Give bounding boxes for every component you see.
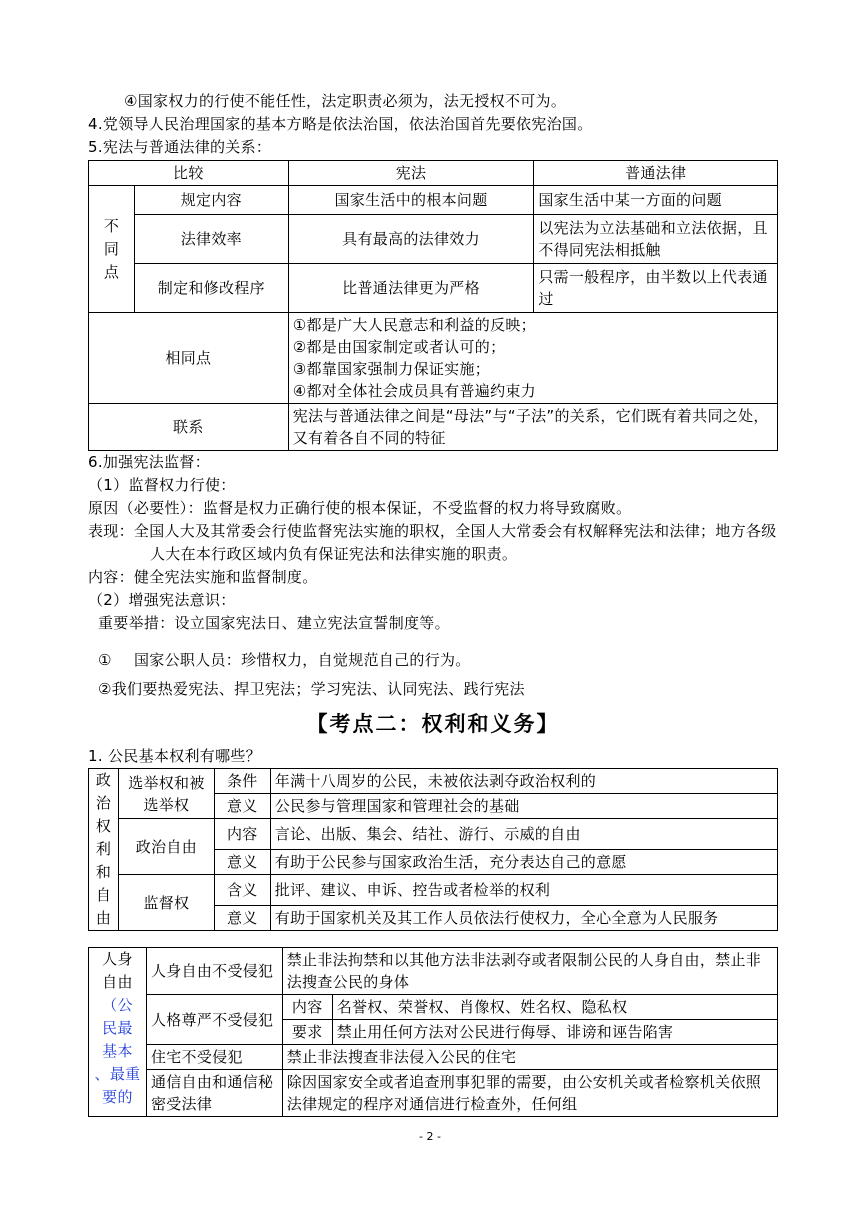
section-title: 【考点二：权利和义务】 [306,712,560,736]
political-category: 政 治 权 利 和 自 由 [89,769,119,931]
right-name: 住宅不受侵犯 [146,1045,282,1070]
right-name: 人格尊严不受侵犯 [146,995,282,1045]
right-name: 政治自由 [118,819,214,875]
value-cell: 禁止非法搜查非法侵入公民的住宅 [282,1045,777,1070]
table-row [89,995,778,1020]
key-cell: 内容 [214,819,270,850]
value-cell: 有助于公民参与国家政治生活，充分表达自己的意愿 [270,850,777,875]
diff-label: 不 同 点 [89,186,135,313]
right-name: 选举权和被选举权 [118,769,214,819]
constitution-cell: 比普通法律更为严格 [288,264,534,313]
key-cell: 意义 [214,794,270,819]
document-page [88,90,778,1117]
reason-line: 原因（必要性）：监督是权力正确行使的根本保证，不受监督的权力将导致腐败。 [88,499,632,517]
key-cell: 意义 [214,906,270,931]
value-cell: 除因国家安全或者追查刑事犯罪的需要，由公安机关或者检察机关依照法律规定的程序对通信进行检查外，任何组 [282,1070,777,1117]
key-cell: 条件 [214,769,270,794]
power-line-4: ④国家权力的行使不能任性，法定职责必须为，法无授权不可为。 [124,92,567,110]
header-compare: 比较 [89,161,289,186]
constitution-law-table [88,160,778,451]
value-cell: 批评、建议、申诉、控告或者检举的权利 [270,875,777,906]
value-cell: 名誉权、荣誉权、肖像权、姓名权、隐私权 [332,995,777,1020]
relation-heading: 5.宪法与普通法律的关系： [88,138,272,156]
key-cell: 要求 [282,1020,332,1045]
strategy-line: 4.党领导人民治理国家的基本方略是依法治国，依法治国首先要依宪治国。 [88,115,593,133]
law-cell: 国家生活中某一方面的问题 [534,186,778,215]
constitution-cell: 具有最高的法律效力 [288,215,534,264]
content-line: 内容：健全宪法实施和监督制度。 [88,568,318,586]
law-cell: 只需一般程序，由半数以上代表通过 [534,264,778,313]
item-cell: 规定内容 [134,186,288,215]
value-cell: 禁止用任何方法对公民进行侮辱、诽谤和诬告陷害 [332,1020,777,1045]
personal-category: 人身 自由 （公 民最 基本 、最重 要的 [89,948,147,1117]
table-row [89,186,778,215]
same-label: 相同点 [89,313,289,404]
table-row [89,875,778,906]
citizen-line: ②我们要热爱宪法、捍卫宪法；学习宪法、认同宪法、践行宪法 [98,680,525,698]
page-number: - 2 - [419,1130,441,1143]
supervise-subheading: （1）监督权力行使： [88,476,236,494]
table-row [89,161,778,186]
political-rights-table [88,768,778,931]
key-cell: 内容 [282,995,332,1020]
value-cell: 公民参与管理国家和管理社会的基础 [270,794,777,819]
right-name: 监督权 [118,875,214,931]
civil-servant-line [88,649,778,672]
item-text: 国家公职人员：珍惜权力，自觉规范自己的行为。 [134,651,471,669]
value-cell: 有助于国家机关及其工作人员依法行使权力，全心全意为人民服务 [270,906,777,931]
link-text: 宪法与普通法律之间是“母法”与“子法”的关系，它们既有着共同之处，又有着各自不同的特征 [288,404,777,451]
measures-line: 重要举措：设立国家宪法日、建立宪法宣誓制度等。 [98,614,450,632]
table-row [89,948,778,995]
table-row [89,404,778,451]
item-cell: 制定和修改程序 [134,264,288,313]
right-name: 通信自由和通信秘密受法律 [146,1070,282,1117]
same-items: ①都是广大人民意志和利益的反映； ②都是由国家制定或者认可的； ③都靠国家强制力保证实施； ④都对全体社会成员具有普遍约束力 [288,313,777,404]
key-cell: 意义 [214,850,270,875]
value-cell: 年满十八周岁的公民，未被依法剥夺政治权利的 [270,769,777,794]
question-line: 1. 公民基本权利有哪些？ [88,747,261,765]
value-cell: 禁止非法拘禁和以其他方法非法剥夺或者限制公民的人身自由，禁止非法搜查公民的身体 [282,948,777,995]
section6-heading: 6.加强宪法监督： [88,453,211,471]
personal-freedom-table [88,947,778,1117]
table-row [89,769,778,794]
item-cell: 法律效率 [134,215,288,264]
item-number: ① [98,651,112,669]
right-name: 人身自由不受侵犯 [146,948,282,995]
value-cell: 言论、出版、集会、结社、游行、示威的自由 [270,819,777,850]
header-law: 普通法律 [534,161,778,186]
constitution-cell: 国家生活中的根本问题 [288,186,534,215]
performance-line: 表现：全国人大及其常委会行使监督宪法实施的职权，全国人大常委会有权解释宪法和法律；地方各级人大在本行政区域内负有保证宪法和法律实施的职责。 [88,522,777,563]
table-row [89,1045,778,1070]
awareness-subheading: （2）增强宪法意识： [88,591,236,609]
table-row [89,313,778,404]
key-cell: 含义 [214,875,270,906]
law-cell: 以宪法为立法基础和立法依据，且不得同宪法相抵触 [534,215,778,264]
table-row [89,1070,778,1117]
table-row [89,819,778,850]
header-constitution: 宪法 [288,161,534,186]
table-row [89,264,778,313]
link-label: 联系 [89,404,289,451]
table-row [89,215,778,264]
